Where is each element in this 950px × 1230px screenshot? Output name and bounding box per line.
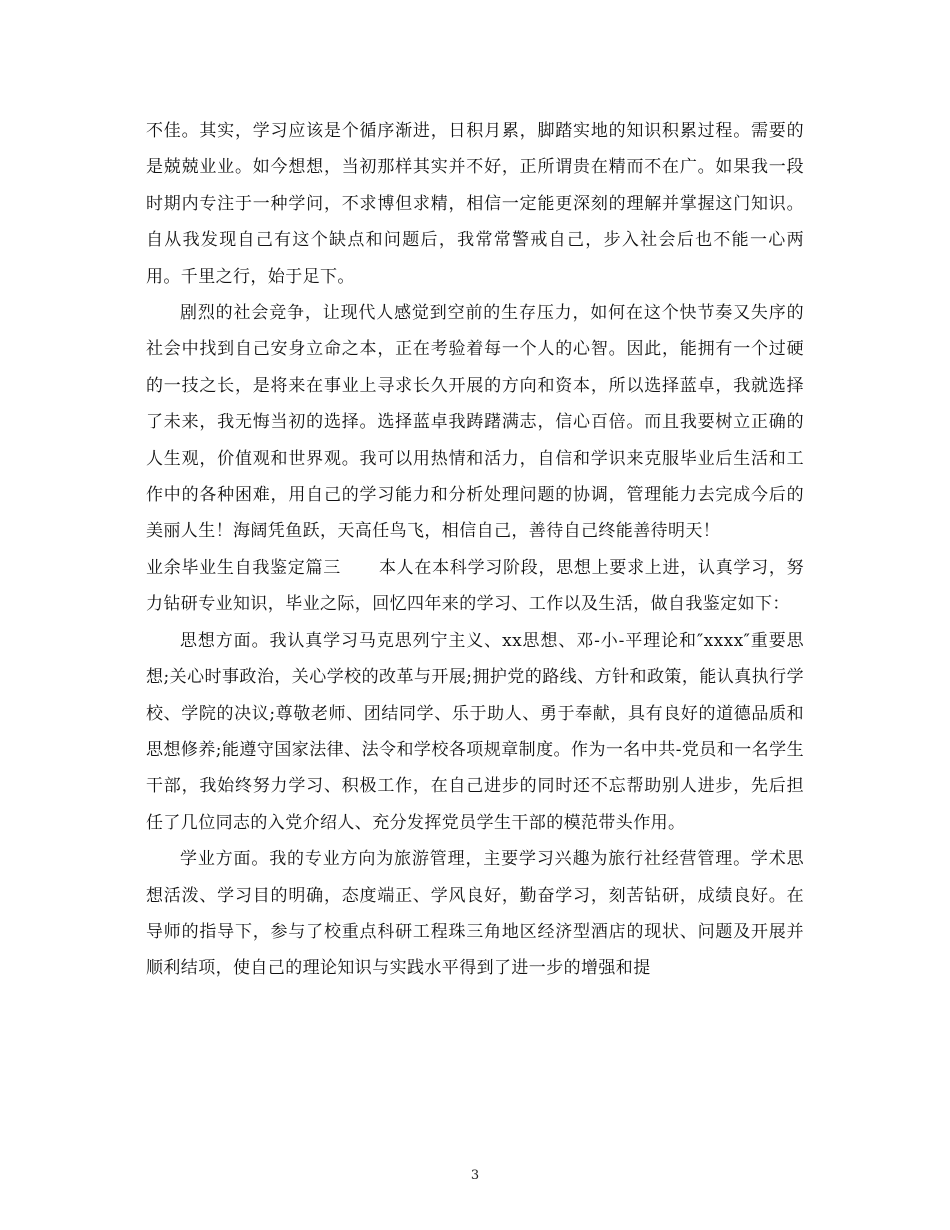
paragraph-2: 剧烈的社会竞争，让现代人感觉到空前的生存压力，如何在这个快节奏又失序的社会中找到自己安身立命之本，正在考验着每一个人的心智。因此，能拥有一个过硬的一技之长，是将来在事业上寻求长久开展的方向和资本，所以选择蓝卓，我就选择了未来，我无悔当初的选择。选择蓝卓我踌躇满志，信心百倍。而且我要树立正确的人生观，价值观和世界观。我可以用热情和活力，自信和学识来克服毕业后生活和工作中的各种困难，用自己的学习能力和分析处理问题的协调，管理能力去完成今后的美丽人生！海阔凭鱼跃，天高任鸟飞，相信自己，善待自己终能善待明天！ xyxy=(146,303,804,542)
section-heading: 业余毕业生自我鉴定篇三 xyxy=(146,557,341,578)
document-body xyxy=(146,113,804,987)
paragraph-5: 学业方面。我的专业方向为旅游管理，主要学习兴趣为旅行社经营管理。学术思想活泼、学习目的明确，态度端正、学风良好，勤奋学习，刻苦钻研，成绩良好。在导师的指导下，参与了校重点科研工程珠三角地区经济型酒店的现状、问题及开展并顺利结项，使自己的理论知识与实践水平得到了进一步的增强和提 xyxy=(146,849,804,979)
page-number: 3 xyxy=(470,1168,480,1183)
paragraph-1: 不佳。其实，学习应该是个循序渐进，日积月累，脚踏实地的知识积累过程。需要的是兢兢业业。如今想想，当初那样其实并不好，正所谓贵在精而不在广。如果我一段时期内专注于一种学问，不求博但求精，相信一定能更深刻的理解并掌握这门知识。自从我发现自己有这个缺点和问题后，我常常警戒自己，步入社会后也不能一心两用。千里之行，始于足下。 xyxy=(146,121,804,287)
paragraph-3-text: 本人在本科学习阶段，思想上要求上进，认真学习，努力钻研专业知识，毕业之际，回忆四年来的学习、工作以及生活，做自我鉴定如下： xyxy=(146,557,804,615)
paragraph-3 xyxy=(146,550,804,623)
paragraph-4: 思想方面。我认真学习马克思列宁主义、xx思想、邓-小-平理论和″xxxx″重要思想;关心时事政治，关心学校的改革与开展;拥护党的路线、方针和政策，能认真执行学校、学院的决议;尊敬老师、团结同学、乐于助人、勇于奉献，具有良好的道德品质和思想修养;能遵守国家法律、法令和学校各项规章制度。作为一名中共-党员和一名学生干部，我始终努力学习、积极工作，在自己进步的同时还不忘帮助别人进步，先后担任了几位同志的入党介绍人、充分发挥党员学生干部的模范带头作用。 xyxy=(146,630,804,833)
